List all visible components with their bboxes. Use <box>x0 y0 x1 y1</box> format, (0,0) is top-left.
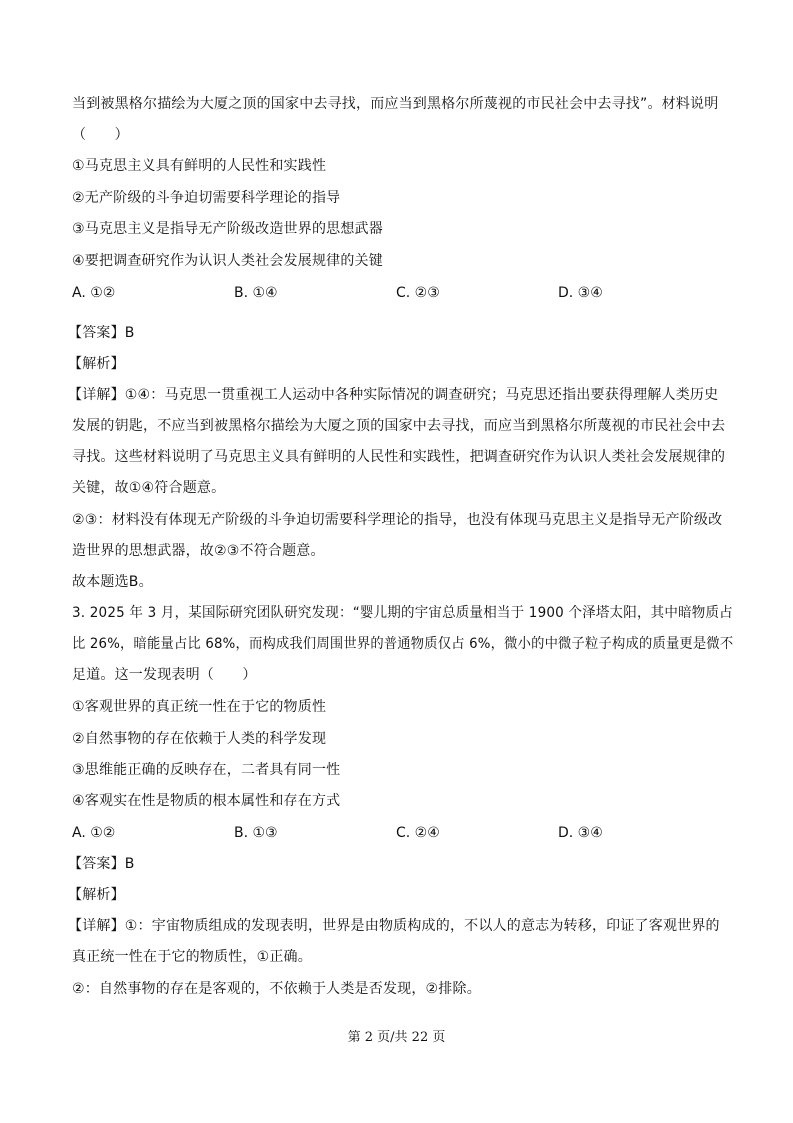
statement-item: ④客观实在性是物质的根本属性和存在方式 <box>72 793 341 809</box>
explanation-line: 【详解】①：宇宙物质组成的发现表明，世界是由物质构成的，不以人的意志为转移，印证了客观世界的 <box>68 918 720 934</box>
statement-item: ②自然事物的存在依赖于人类的科学发现 <box>72 731 327 747</box>
explanation-line: 关键，故①④符合题意。 <box>72 480 226 496</box>
choice-option-a: A. ①② <box>72 825 116 841</box>
statement-item: ③思维能正确的反映存在，二者具有同一性 <box>72 762 341 778</box>
answer-bracket: （ ） <box>72 127 129 143</box>
choice-option-d: D. ③④ <box>558 825 603 841</box>
choice-option-a: A. ①② <box>72 285 116 301</box>
explanation-line: ②：自然事物的存在是客观的，不依赖于人类是否发现，②排除。 <box>72 981 481 997</box>
statement-item: ④要把调查研究作为认识人类社会发展规律的关键 <box>72 253 383 269</box>
analysis-label: 【解析】 <box>68 356 125 372</box>
answer-label: 【答案】B <box>68 856 135 872</box>
explanation-line: 造世界的思想武器，故②③不符合题意。 <box>72 543 325 559</box>
choice-option-b: B. ①④ <box>234 285 278 301</box>
explanation-line: 真正统一性在于它的物质性，①正确。 <box>72 949 312 965</box>
question-stem-line: 当到被黑格尔描绘为大厦之顶的国家中去寻找，而应当到黑格尔所蔑视的市民社会中去寻找”。材料说明 <box>72 96 719 112</box>
question-stem-line: 足道。这一发现表明（ ） <box>72 667 257 683</box>
question-stem-line: 比 26%，暗能量占比 68%，而构成我们周围世界的普通物质仅占 6%，微小的中微子粒子构成的质量更是微不 <box>72 636 734 652</box>
explanation-line: 寻找。这些材料说明了马克思主义具有鲜明的人民性和实践性，把调查研究作为认识人类社会发展规律的 <box>72 449 726 465</box>
statement-item: ③马克思主义是指导无产阶级改造世界的思想武器 <box>72 221 383 237</box>
choice-option-c: C. ②③ <box>396 285 440 301</box>
explanation-line: 故本题选B。 <box>72 574 153 590</box>
analysis-label: 【解析】 <box>68 887 125 903</box>
page-number-footer: 第 2 页/共 22 页 <box>347 1030 446 1045</box>
answer-label: 【答案】B <box>68 325 135 341</box>
statement-item: ②无产阶级的斗争迫切需要科学理论的指导 <box>72 190 341 206</box>
choice-option-d: D. ③④ <box>558 285 603 301</box>
statement-item: ①马克思主义具有鲜明的人民性和实践性 <box>72 158 327 174</box>
question-stem-line: 3. 2025 年 3 月，某国际研究团队研究发现：“婴儿期的宇宙总质量相当于 1900 个泽塔太阳，其中暗物质占 <box>72 605 733 621</box>
choice-option-c: C. ②④ <box>396 825 440 841</box>
explanation-line: 【详解】①④：马克思一贯重视工人运动中各种实际情况的调查研究；马克思还指出要获得理解人类历史 <box>68 387 719 403</box>
statement-item: ①客观世界的真正统一性在于它的物质性 <box>72 699 327 715</box>
choice-option-b: B. ①③ <box>234 825 278 841</box>
explanation-line: ②③：材料没有体现无产阶级的斗争迫切需要科学理论的指导，也没有体现马克思主义是指导无产阶级改 <box>72 512 723 528</box>
explanation-line: 发展的钥匙，不应当到被黑格尔描绘为大厦之顶的国家中去寻找，而应当到黑格尔所蔑视的市民社会中去 <box>72 418 726 434</box>
